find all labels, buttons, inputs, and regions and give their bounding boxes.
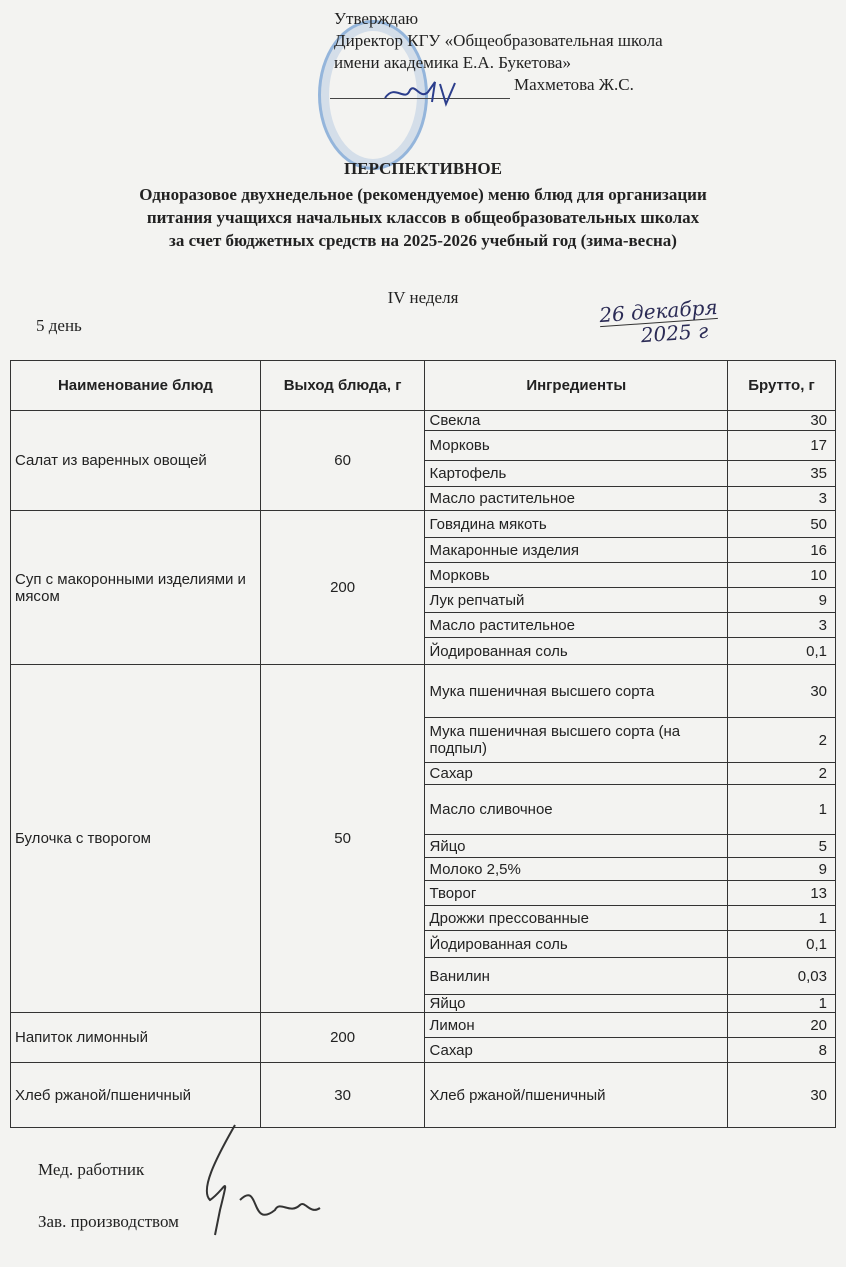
production-head-label: Зав. производством — [38, 1212, 179, 1231]
table-row — [11, 511, 836, 538]
doc-subtitle-3: за счет бюджетных средств на 2025-2026 учебный год (зима-весна) — [169, 231, 677, 250]
dish-name: Напиток лимонный — [11, 1013, 261, 1063]
dish-yield: 200 — [260, 1013, 425, 1063]
med-worker-label: Мед. работник — [38, 1160, 145, 1179]
ingredient-brutto: 8 — [728, 1038, 836, 1063]
dish-name: Булочка с творогом — [11, 665, 261, 1013]
ingredient-brutto: 1 — [728, 785, 836, 835]
ingredient-name: Дрожжи прессованные — [425, 906, 728, 931]
ingredient-brutto: 30 — [728, 1063, 836, 1128]
approval-school: имени академика Е.А. Букетова» — [334, 53, 571, 72]
ingredient-brutto: 30 — [728, 665, 836, 718]
dish-yield: 200 — [260, 511, 425, 665]
table-row — [11, 411, 836, 431]
dish-yield: 60 — [260, 411, 425, 511]
ingredient-name: Масло растительное — [425, 613, 728, 638]
ingredient-name: Морковь — [425, 431, 728, 461]
ingredient-brutto: 9 — [728, 588, 836, 613]
ingredient-brutto: 0,1 — [728, 638, 836, 665]
date-year: 2025 г — [640, 318, 709, 348]
column-header: Наименование блюд — [11, 361, 261, 411]
ingredient-brutto: 13 — [728, 881, 836, 906]
handwritten-date — [599, 296, 720, 349]
week-label: IV неделя — [387, 288, 459, 307]
date-day: 26 декабря — [598, 294, 719, 328]
ingredient-name: Яйцо — [425, 995, 728, 1013]
ingredient-brutto: 0,1 — [728, 931, 836, 958]
ingredient-brutto: 9 — [728, 858, 836, 881]
dish-name: Суп с макоронными изделиями и мясом — [11, 511, 261, 665]
ingredient-brutto: 5 — [728, 835, 836, 858]
ingredient-brutto: 30 — [728, 411, 836, 431]
ingredient-brutto: 20 — [728, 1013, 836, 1038]
director-signature — [380, 78, 470, 108]
ingredient-brutto: 3 — [728, 487, 836, 511]
doc-subtitle-2: питания учащихся начальных классов в общеобразовательных школах — [146, 208, 700, 227]
approval-name: Махметова Ж.С. — [514, 75, 634, 94]
doc-subtitle-1: Одноразовое двухнедельное (рекомендуемое) меню блюд для организации — [139, 185, 707, 204]
ingredient-name: Яйцо — [425, 835, 728, 858]
table-row — [11, 1013, 836, 1038]
doc-title: ПЕРСПЕКТИВНОЕ — [343, 159, 502, 178]
ingredient-brutto: 35 — [728, 461, 836, 487]
ingredient-name: Масло сливочное — [425, 785, 728, 835]
ingredient-name: Картофель — [425, 461, 728, 487]
ingredient-name: Йодированная соль — [425, 931, 728, 958]
ingredient-name: Морковь — [425, 563, 728, 588]
ingredient-brutto: 2 — [728, 763, 836, 785]
column-header: Брутто, г — [728, 361, 836, 411]
ingredient-brutto: 1 — [728, 906, 836, 931]
day-label: 5 день — [36, 316, 82, 335]
ingredient-brutto: 50 — [728, 511, 836, 538]
ingredient-brutto: 2 — [728, 718, 836, 763]
ingredient-name: Сахар — [425, 763, 728, 785]
ingredient-name: Мука пшеничная высшего сорта — [425, 665, 728, 718]
ingredient-brutto: 16 — [728, 538, 836, 563]
ingredient-name: Масло растительное — [425, 487, 728, 511]
ingredient-name: Макаронные изделия — [425, 538, 728, 563]
ingredient-brutto: 3 — [728, 613, 836, 638]
ingredient-name: Мука пшеничная высшего сорта (на подпыл) — [425, 718, 728, 763]
ingredient-brutto: 0,03 — [728, 958, 836, 995]
ingredient-name: Молоко 2,5% — [425, 858, 728, 881]
ingredient-name: Сахар — [425, 1038, 728, 1063]
dish-yield: 30 — [260, 1063, 425, 1128]
approval-position: Директор КГУ «Общеобразовательная школа — [334, 31, 663, 50]
table-row — [11, 665, 836, 718]
dish-name: Салат из варенных овощей — [11, 411, 261, 511]
approval-label: Утверждаю — [334, 9, 419, 28]
ingredient-name: Хлеб ржаной/пшеничный — [425, 1063, 728, 1128]
ingredient-brutto: 1 — [728, 995, 836, 1013]
menu-table — [10, 360, 836, 1128]
ingredient-brutto: 17 — [728, 431, 836, 461]
ingredient-brutto: 10 — [728, 563, 836, 588]
column-header: Выход блюда, г — [260, 361, 425, 411]
ingredient-name: Йодированная соль — [425, 638, 728, 665]
ingredient-name: Лук репчатый — [425, 588, 728, 613]
ingredient-name: Ванилин — [425, 958, 728, 995]
column-header: Ингредиенты — [425, 361, 728, 411]
signatures-handwritten — [180, 1120, 330, 1240]
dish-yield: 50 — [260, 665, 425, 1013]
ingredient-name: Говядина мякоть — [425, 511, 728, 538]
dish-name: Хлеб ржаной/пшеничный — [11, 1063, 261, 1128]
ingredient-name: Свекла — [425, 411, 728, 431]
table-row — [11, 1063, 836, 1128]
ingredient-name: Творог — [425, 881, 728, 906]
ingredient-name: Лимон — [425, 1013, 728, 1038]
